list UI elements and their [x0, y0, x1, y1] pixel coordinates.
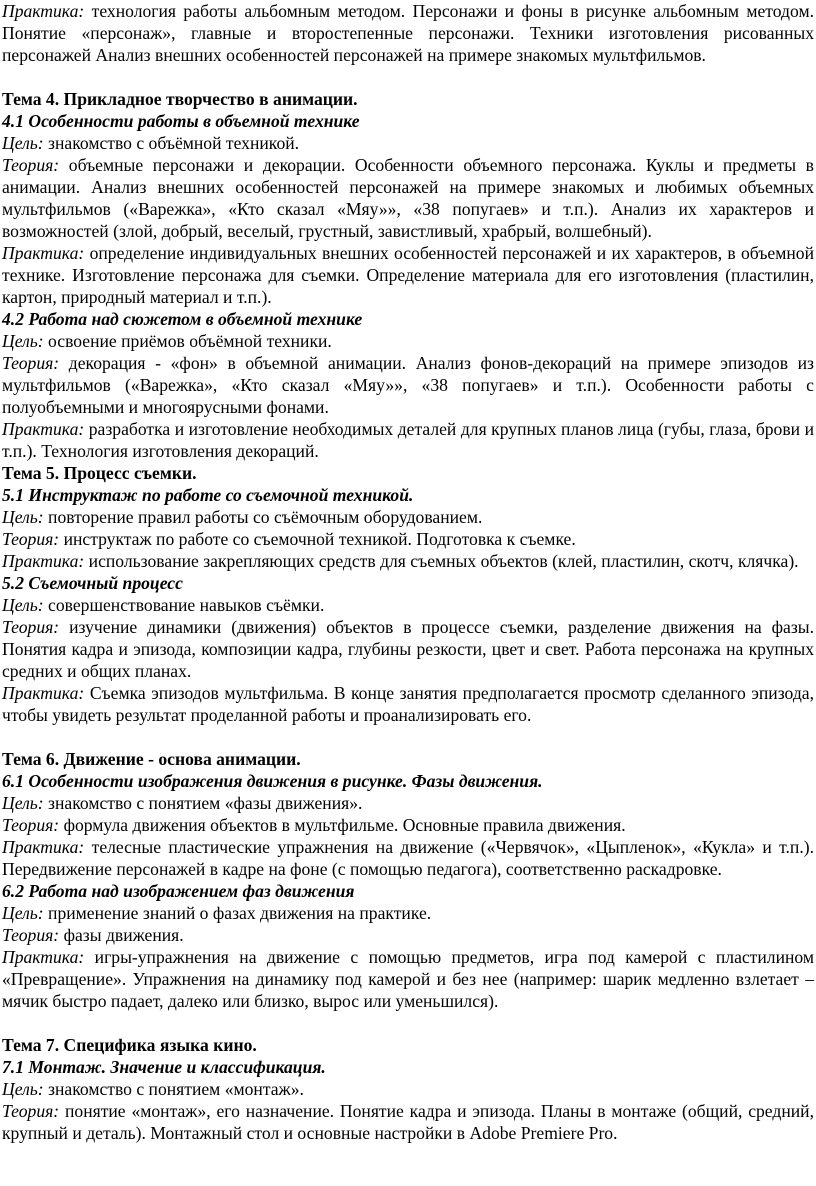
section-4-1-theory: Теория: объемные персонажи и декорации. Особенности объемного персонажа. Куклы и предметы в анимации. Анализ внешних особенностей персонажей на примере знакомых и любимых объемных мультфильмов («Варежка», «Кто сказал «Мяу»», «38 попугаев» и т.п.). Анализ их характеров и возможностей (злой, добрый, веселый, грустный, завистливый, храбрый, волшебный).	[2, 155, 814, 241]
section-6-1-theory: Теория: формула движения объектов в мультфильме. Основные правила движения.	[2, 815, 626, 835]
section-4-2-goal: Цель: освоение приёмов объёмной техники.	[2, 331, 332, 351]
goal-label: Цель:	[2, 793, 44, 813]
section-4-1-title: 4.1 Особенности работы в объемной технике	[2, 111, 360, 131]
section-5-2-goal: Цель: совершенствование навыков съёмки.	[2, 595, 325, 615]
section-6-2-goal: Цель: применение знаний о фазах движения на практике.	[2, 903, 432, 923]
practice-label: Практика:	[2, 243, 85, 263]
goal-label: Цель:	[2, 507, 44, 527]
goal-label: Цель:	[2, 903, 44, 923]
practice-label: Практика:	[2, 683, 85, 703]
practice-label: Практика:	[2, 837, 85, 857]
theme-7-title: Тема 7. Специфика языка кино.	[2, 1035, 257, 1055]
section-6-1-practice: Практика: телесные пластические упражнения на движение («Червячок», «Цыпленок», «Кукла» и т.п.). Передвижение персонажей в кадре на фоне (с помощью педагога), соответственно раскадровке.	[2, 837, 814, 879]
goal-label: Цель:	[2, 331, 44, 351]
section-6-2-title: 6.2 Работа над изображением фаз движения	[2, 881, 355, 901]
practice-label: Практика:	[2, 419, 85, 439]
section-5-1-practice: Практика: использование закрепляющих средств для съемных объектов (клей, пластилин, скотч, клячка).	[2, 551, 799, 571]
practice-label: Практика:	[2, 1, 85, 21]
theory-label: Теория:	[2, 617, 60, 637]
practice-label: Практика:	[2, 947, 85, 967]
goal-label: Цель:	[2, 133, 44, 153]
theory-label: Теория:	[2, 353, 60, 373]
section-5-1-theory: Теория: инструктаж по работе со съемочной техникой. Подготовка к съемке.	[2, 529, 576, 549]
theme-4-title: Тема 4. Прикладное творчество в анимации.	[2, 89, 358, 109]
theory-label: Теория:	[2, 155, 60, 175]
section-5-1-goal: Цель: повторение правил работы со съёмочным оборудованием.	[2, 507, 483, 527]
section-5-2-title: 5.2 Съемочный процесс	[2, 573, 183, 593]
practice-label: Практика:	[2, 551, 85, 571]
section-4-2-practice: Практика: разработка и изготовление необходимых деталей для крупных планов лица (губы, глаза, брови и т.п.). Технология изготовления декораций.	[2, 419, 814, 461]
section-4-2-title: 4.2 Работа над сюжетом в объемной технике	[2, 309, 363, 329]
section-5-2-practice: Практика: Съемка эпизодов мультфильма. В конце занятия предполагается просмотр сделанного эпизода, чтобы увидеть результат проделанной работы и проанализировать его.	[2, 683, 814, 725]
section-6-1-title: 6.1 Особенности изображения движения в рисунке. Фазы движения.	[2, 771, 543, 791]
theme-5-title: Тема 5. Процесс съемки.	[2, 463, 197, 483]
theme-6-title: Тема 6. Движение - основа анимации.	[2, 749, 301, 769]
section-7-1-theory: Теория: понятие «монтаж», его назначение. Понятие кадра и эпизода. Планы в монтаже (общий, средний, крупный и деталь). Монтажный стол и основные настройки в Adobe Premiere Pro.	[2, 1101, 814, 1143]
goal-label: Цель:	[2, 1079, 44, 1099]
intro-practice: Практика: технология работы альбомным методом. Персонажи и фоны в рисунке альбомным методом. Понятие «персонаж», главные и второстепенные персонажи. Техники изготовления рисованных персонажей Анализ внешних особенностей персонажей на примере знакомых мультфильмов.	[2, 1, 814, 65]
section-4-1-goal: Цель: знакомство с объёмной техникой.	[2, 133, 300, 153]
section-7-1-goal: Цель: знакомство с понятием «монтаж».	[2, 1079, 304, 1099]
theory-label: Теория:	[2, 815, 60, 835]
theory-label: Теория:	[2, 1101, 60, 1121]
goal-label: Цель:	[2, 595, 44, 615]
section-4-2-theory: Теория: декорация - «фон» в объемной анимации. Анализ фонов-декораций на примере эпизодов из мультфильмов («Варежка», «Кто сказал «Мяу»», «38 попугаев» и т.п.). Особенности работы с полуобъемными и многоярусными фонами.	[2, 353, 814, 417]
section-7-1-title: 7.1 Монтаж. Значение и классификация.	[2, 1057, 326, 1077]
section-6-1-goal: Цель: знакомство с понятием «фазы движения».	[2, 793, 363, 813]
section-5-1-title: 5.1 Инструктаж по работе со съемочной техникой.	[2, 485, 414, 505]
section-4-1-practice: Практика: определение индивидуальных внешних особенностей персонажей и их характеров, в объемной технике. Изготовление персонажа для съемки. Определение материала для его изготовления (пластилин, картон, природный материал и т.п.).	[2, 243, 814, 307]
theory-label: Теория:	[2, 529, 60, 549]
theory-label: Теория:	[2, 925, 60, 945]
section-6-2-practice: Практика: игры-упражнения на движение с помощью предметов, игра под камерой с пластилином «Превращение». Упражнения на динамику под камерой и без нее (например: шарик медленно взлетает – мячик быстро падает, далеко или близко, вырос или уменьшился).	[2, 947, 814, 1011]
section-6-2-theory: Теория: фазы движения.	[2, 925, 184, 945]
section-5-2-theory: Теория: изучение динамики (движения) объектов в процессе съемки, разделение движения на фазы. Понятия кадра и эпизода, композиции кадра, глубины резкости, цвет и свет. Работа персонажа на крупных средних и общих планах.	[2, 617, 815, 681]
